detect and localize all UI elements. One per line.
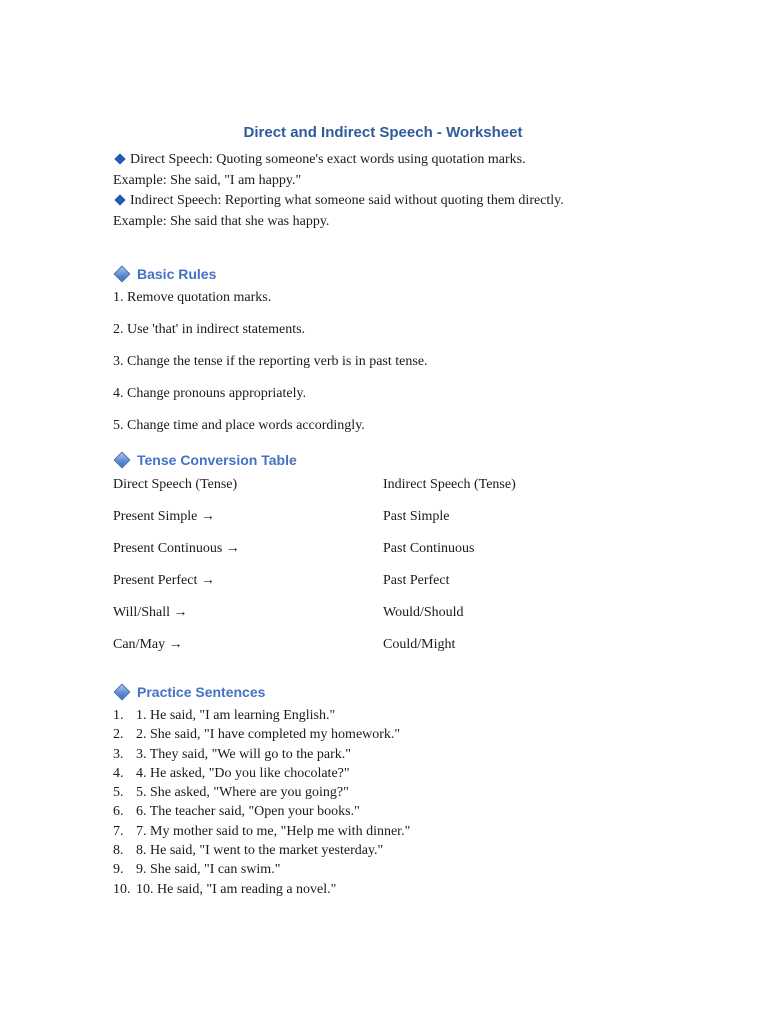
practice-sentence: 4. He asked, "Do you like chocolate?" — [136, 765, 350, 781]
list-number: 7. — [113, 823, 124, 839]
diamond-heading-icon — [114, 684, 131, 701]
list-item — [113, 783, 410, 802]
header-indirect: Indirect Speech (Tense) — [383, 477, 516, 492]
diamond-bullet-icon — [114, 154, 125, 165]
practice-sentence: 9. She said, "I can swim." — [136, 862, 281, 878]
header-direct: Direct Speech (Tense) — [113, 477, 238, 492]
indirect-tense-cell: Could/Might — [383, 637, 456, 652]
indirect-tense-cell: Past Perfect — [383, 573, 450, 588]
indirect-tense-cell: Would/Should — [383, 605, 464, 620]
list-item — [113, 841, 410, 860]
practice-sentence: 5. She asked, "Where are you going?" — [136, 785, 349, 801]
indirect-speech-example: Example: She said that she was happy. — [113, 213, 330, 229]
list-item — [113, 860, 410, 879]
practice-sentence: 2. She said, "I have completed my homework." — [136, 727, 401, 743]
direct-tense-cell: Present Simple → — [113, 509, 215, 524]
basic-rules-heading: Basic Rules — [113, 266, 216, 282]
table-row — [113, 539, 673, 571]
practice-sentence: 10. He said, "I am reading a novel." — [136, 881, 337, 897]
list-item — [113, 745, 410, 764]
table-row — [113, 507, 673, 539]
list-number: 4. — [113, 765, 124, 781]
direct-speech-example: Example: She said, "I am happy." — [113, 172, 302, 188]
tense-conversion-table — [113, 475, 673, 667]
list-number: 3. — [113, 746, 124, 762]
direct-speech-definition: Direct Speech: Quoting someone's exact words using quotation marks. — [113, 150, 673, 171]
practice-sentence: 8. He said, "I went to the market yesterday." — [136, 843, 384, 859]
list-number: 5. — [113, 785, 124, 801]
table-row — [113, 603, 673, 635]
table-row — [113, 635, 673, 667]
list-item — [113, 706, 410, 725]
basic-rules-list — [113, 288, 428, 448]
direct-tense-cell: Present Continuous → — [113, 541, 240, 556]
list-number: 8. — [113, 843, 124, 859]
page-title: Direct and Indirect Speech - Worksheet — [243, 124, 523, 141]
list-number: 2. — [113, 727, 124, 743]
rule-item: 5. Change time and place words accordingly. — [113, 418, 365, 433]
intro-section — [113, 150, 673, 232]
direct-tense-cell: Will/Shall → — [113, 605, 188, 620]
list-number: 1. — [113, 708, 124, 723]
practice-heading: Practice Sentences — [113, 684, 265, 700]
practice-sentence: 1. He said, "I am learning English." — [136, 708, 336, 723]
list-item — [113, 802, 410, 821]
list-number: 9. — [113, 862, 124, 878]
tense-table-heading: Tense Conversion Table — [113, 452, 297, 468]
diamond-heading-icon — [114, 452, 131, 469]
rule-item: 3. Change the tense if the reporting verb is in past tense. — [113, 354, 428, 369]
indirect-tense-cell: Past Continuous — [383, 541, 475, 556]
table-header-row — [113, 475, 673, 507]
table-row — [113, 571, 673, 603]
practice-sentence: 7. My mother said to me, "Help me with dinner." — [136, 823, 411, 839]
rule-item: 2. Use 'that' in indirect statements. — [113, 322, 306, 337]
list-number: 6. — [113, 804, 124, 820]
list-item — [113, 764, 410, 783]
list-item — [113, 822, 410, 841]
rule-item: 1. Remove quotation marks. — [113, 290, 272, 305]
diamond-bullet-icon — [114, 195, 125, 206]
list-item — [113, 880, 410, 899]
indirect-tense-cell: Past Simple — [383, 509, 450, 524]
list-item — [113, 725, 410, 744]
indirect-speech-definition: Indirect Speech: Reporting what someone said without quoting them directly. — [113, 191, 673, 212]
direct-tense-cell: Present Perfect → — [113, 573, 215, 588]
practice-sentence: 6. The teacher said, "Open your books." — [136, 804, 360, 820]
diamond-heading-icon — [114, 266, 131, 283]
practice-sentence: 3. They said, "We will go to the park." — [136, 746, 351, 762]
direct-tense-cell: Can/May → — [113, 637, 183, 652]
list-number: 10. — [113, 881, 131, 897]
practice-list — [113, 706, 410, 899]
rule-item: 4. Change pronouns appropriately. — [113, 386, 307, 401]
